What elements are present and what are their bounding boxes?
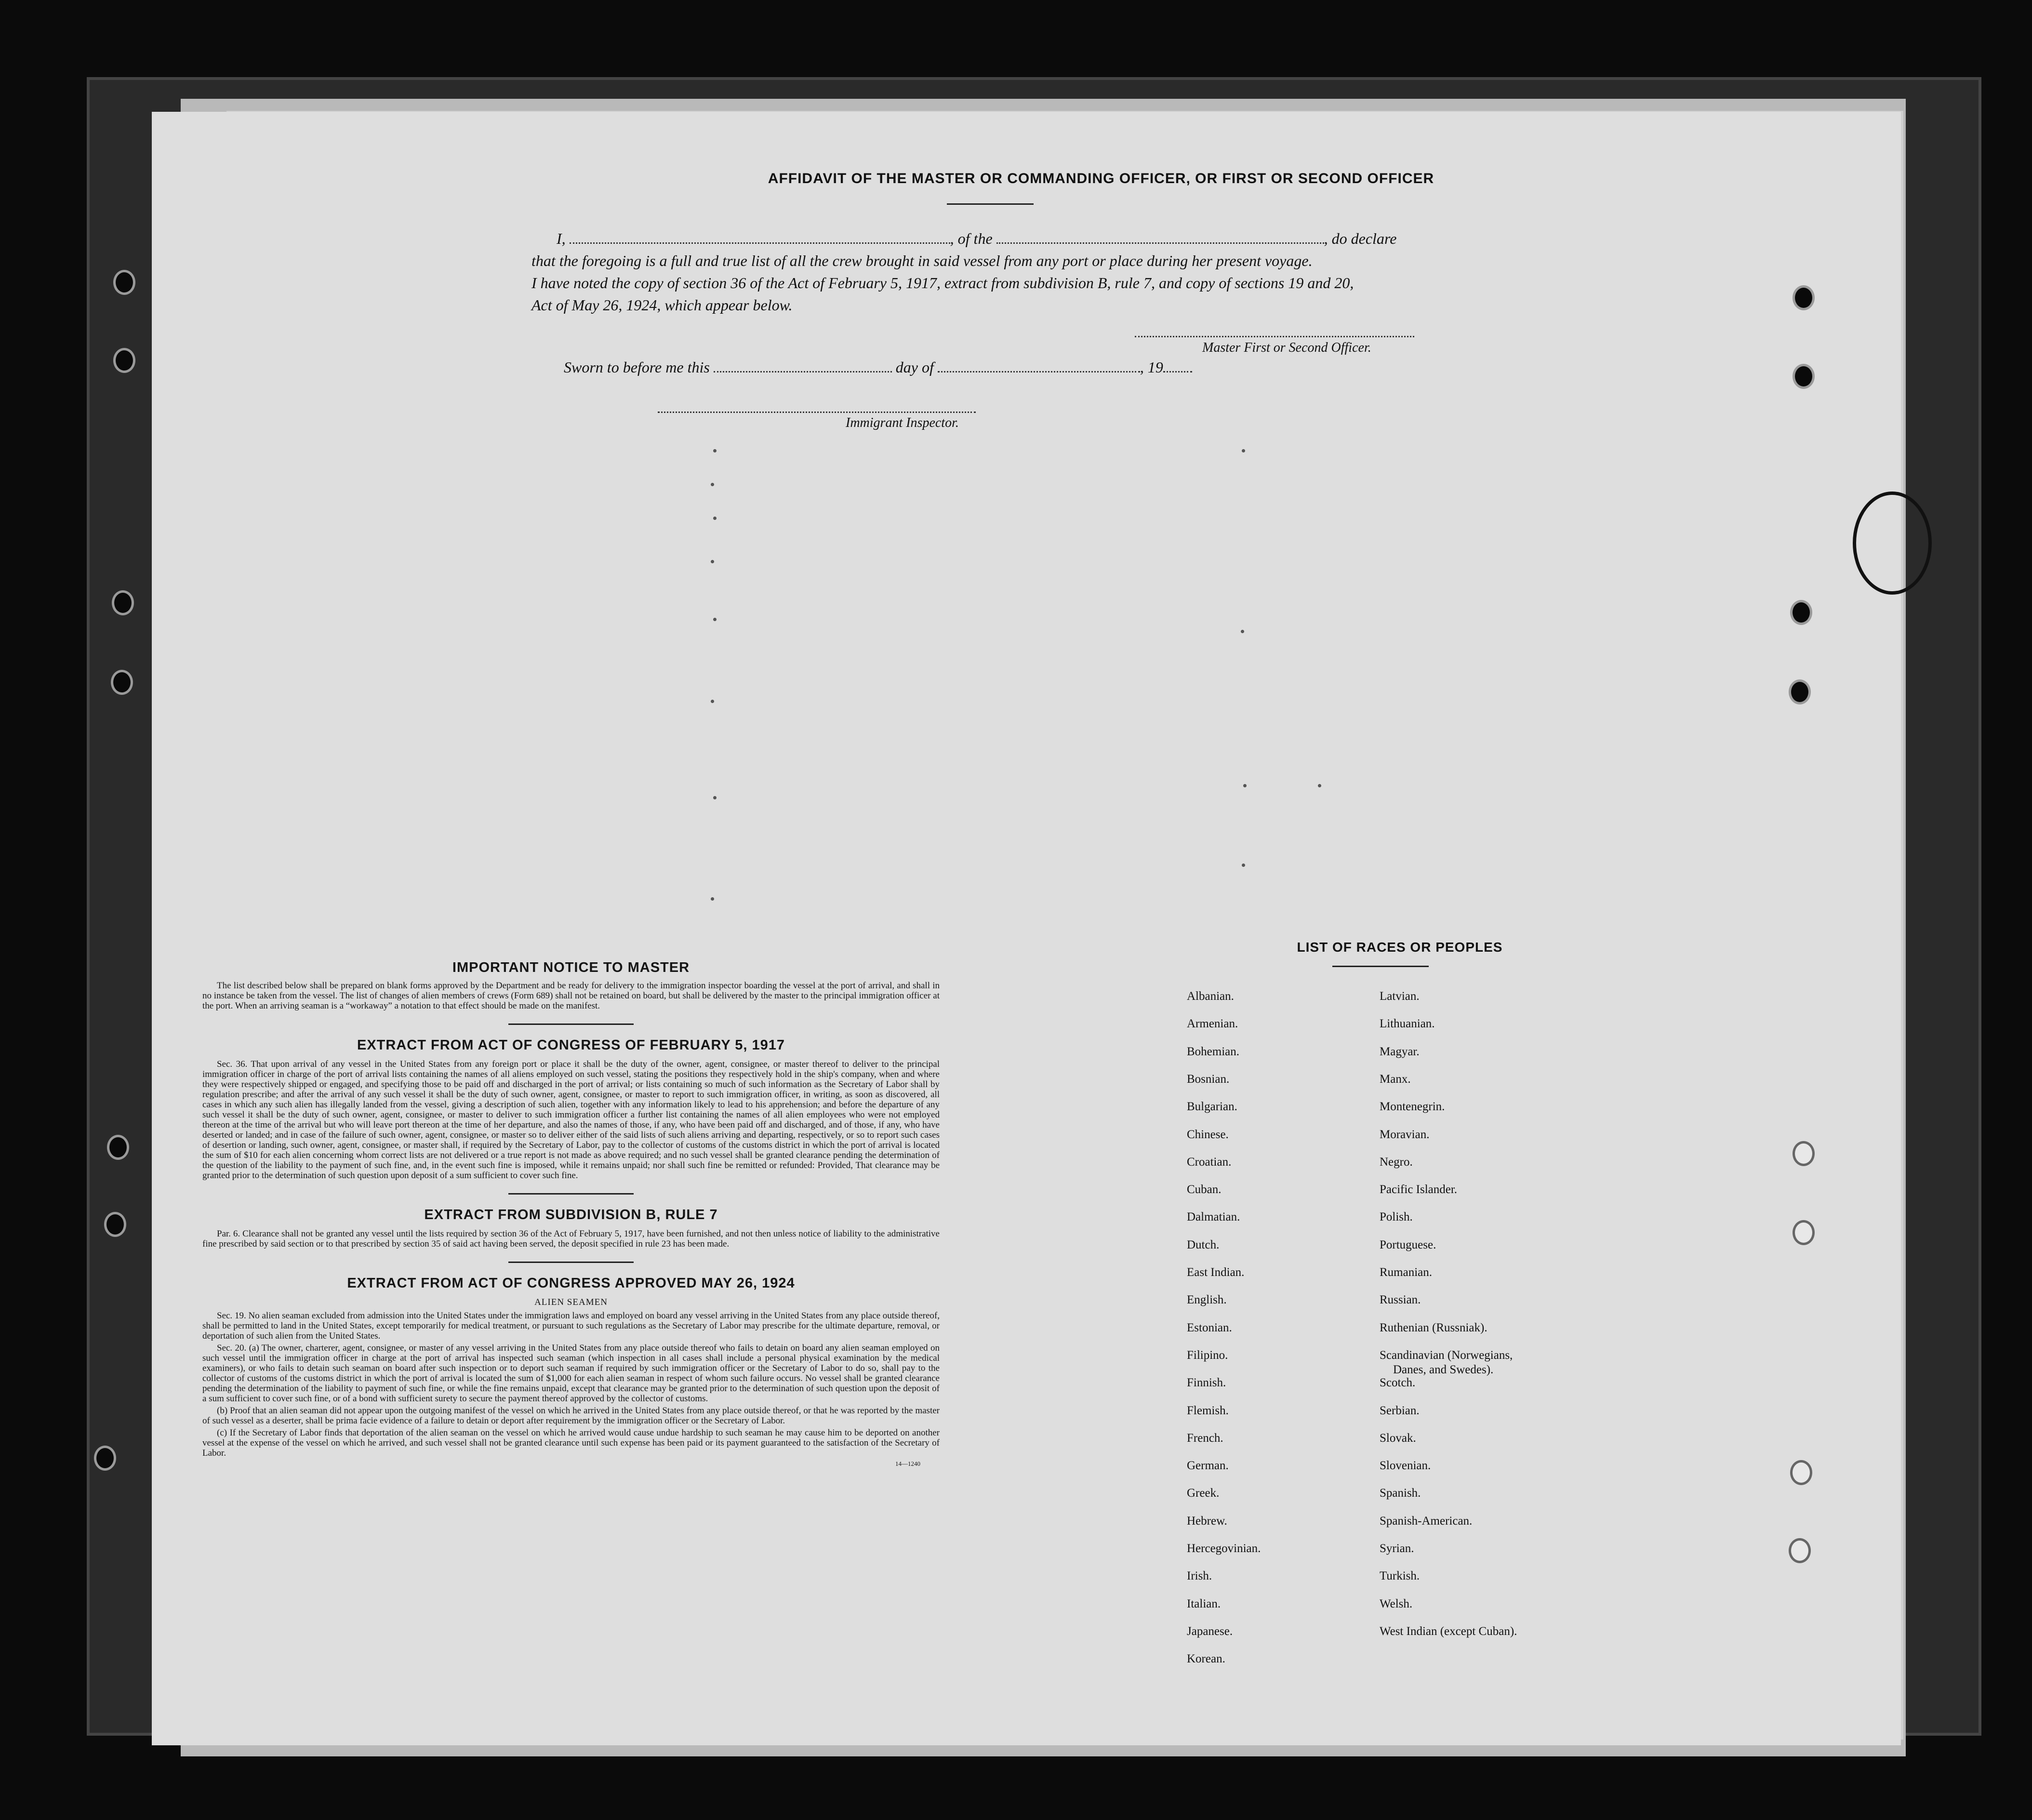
bleed-mark: [713, 618, 717, 621]
race-item: Cuban.: [1187, 1183, 1222, 1196]
race-item: Irish.: [1187, 1569, 1212, 1583]
race-item: Latvian.: [1380, 990, 1420, 1003]
race-item: Spanish-American.: [1380, 1514, 1473, 1528]
race-item: Spanish.: [1380, 1487, 1421, 1500]
race-item: Bohemian.: [1187, 1045, 1240, 1058]
inspector-label: Immigrant Inspector.: [846, 415, 959, 430]
binder-hole: [113, 348, 135, 373]
race-item: Scotch.: [1380, 1376, 1416, 1390]
race-item: Serbian.: [1380, 1404, 1420, 1417]
race-item: Hebrew.: [1187, 1514, 1227, 1528]
binder-hole: [107, 1135, 129, 1160]
race-item: Dutch.: [1187, 1238, 1220, 1251]
binder-hole: [1790, 1460, 1812, 1485]
bleed-mark: [711, 560, 714, 563]
extract-1924-text: Sec. 19. No alien seaman excluded from admission into the United States under the immigration laws and employed on board any vessel arriving in the United States from any place outside thereof, shall be permitted to land in the United States, except temporarily for medical treatment, or pursuant to such regulations as the Secretary of Labor may prescribe for the ultimate departure, removal, or deportation of such alien from the United States. Sec. 20. (a) The owner, charterer, agent, consignee, or master of any vessel arriving in the United States from any place outside thereof who fails to detain on board any alien seaman employed on such vessel until the immigration officer in charge at the port of arrival has inspected such seaman (which inspection in all cases shall include a personal physical examination by the medical examiners), or who fails to detain such seaman on board after such inspection or to deport such seaman if required by such immigration officer or the Secretary of Labor to do so, shall pay to the collector of customs of the customs district in which the port of arrival is located the sum of $1,000 for each alien seaman in respect of whom such failure occurs. No vessel shall be granted clearance pending the determination of the liability to payment of such fine, or while the fine remains unpaid, except that clearance may be granted prior to the determination of such question upon the deposit of a sum sufficient to cover such fine, or of a bond with sufficient surety to secure the payment thereof approved by the collector of customs. (b) Proof that an alien seaman did not appear upon the outgoing manifest of the vessel on which he arrived in the United States from any place outside thereof, or that he was reported by the master of such vessel as a deserter, shall be prima facie evidence of a failure to detain or deport after requirement by the immigration officer or the Secretary of Labor. (c) If the Secretary of Labor finds that deportation of the alien seaman on the vessel on which he arrived would cause undue hardship to such seaman he may cause him to be deported on another vessel at the expense of the vessel on which he arrived, and such vessel shall not be granted clearance until such expense has been paid or its payment guaranteed to the satisfaction of the Secretary of Labor.: [202, 1311, 940, 1458]
race-item: Dalmatian.: [1187, 1210, 1240, 1224]
race-item: Syrian.: [1380, 1542, 1414, 1555]
binder-hole: [1790, 600, 1812, 625]
bleed-mark: [713, 517, 717, 520]
sworn-line: Sworn to before me this day of , 19: [564, 359, 1431, 376]
binder-hole: [1793, 1220, 1815, 1245]
title-rule: [947, 203, 1034, 205]
binder-hole: [1793, 285, 1815, 310]
sworn-year-field[interactable]: [1163, 371, 1192, 372]
extract-1924-title: EXTRACT FROM ACT OF CONGRESS APPROVED MAY 26, 1924: [347, 1275, 795, 1291]
race-item: Flemish.: [1187, 1404, 1229, 1417]
notice-title: IMPORTANT NOTICE TO MASTER: [452, 960, 690, 975]
bleed-mark: [1242, 864, 1245, 867]
race-item: Turkish.: [1380, 1569, 1420, 1583]
bleed-mark: [1243, 784, 1247, 787]
race-item: Armenian.: [1187, 1017, 1238, 1031]
section-rule: [508, 1193, 634, 1195]
notices-column: [202, 960, 940, 1468]
affidavit-line-3: I have noted the copy of section 36 of the Act of February 5, 1917, extract from subdivision B, rule 7, and copy of sections 19 and 20,: [531, 274, 1354, 292]
affidavit-line-4: Act of May 26, 1924, which appear below.: [531, 296, 793, 314]
notice-text: The list described below shall be prepared on blank forms approved by the Department and be ready for delivery to the immigration inspector boarding the vessel at the port of arrival, and shall in no instance be taken from the vessel. The list of changes of alien members of crews (Form 689) shall not be retained on board, but shall be delivered by the master to the principal immigration officer at the port. When an arriving seaman is a “workaway” a notation to that effect should be made on the manifest.: [202, 981, 940, 1011]
race-item: Slovenian.: [1380, 1459, 1431, 1473]
binder-hole: [1789, 679, 1811, 704]
race-item: Korean.: [1187, 1652, 1225, 1666]
binder-hole: [94, 1446, 116, 1471]
race-item: Ruthenian (Russniak).: [1380, 1321, 1487, 1334]
form-number: 14—1240: [895, 1460, 920, 1467]
extract-1917-text: Sec. 36. That upon arrival of any vessel in the United States from any foreign port or place it shall be the duty of the owner, agent, consignee, or master thereof to deliver to the principal immigration officer in charge of the port of arrival lists containing the names of all aliens employed on such vessel, stating the positions they respectively hold in the ship's company, when and where they were respectively shipped or engaged, and specifying those to be paid off and discharged in the port of arrival; or lists containing so much of such information as the Secretary of Labor shall by regulation prescribe; and after the arrival of any such vessel it shall be the duty of such owner, agent, consignee, or master to report to such immigration officer, in writing, as soon as discovered, all cases in which any such alien has illegally landed from the vessel, giving a description of such alien, together with any information likely to lead to his apprehension; and before the departure of any such vessel it shall be the duty of such owner, agent, consignee, or master to deliver to such immigration officer a further list containing the names of all alien employees who were not employed thereon at the time of the arrival but who will leave port thereon at the time of her departure, and also the names of those, if any, who have been paid off and discharged, and of those, if any, who have deserted or landed; and in case of the failure of such owner, agent, consignee, or master so to deliver either of the said lists of such aliens arriving and departing, respectively, or so to report such cases of desertion or landing, such owner, agent, consignee, or master shall, if required by the Secretary of Labor, pay to the collector of customs of the customs district in which the port of arrival is located the sum of $10 for each alien concerning whom correct lists are not delivered or a true report is not made as above required; and no such vessel shall be granted clearance pending the determination of the question of the liability to the payment of such fine, and, in the event such fine is imposed, while it remains unpaid; nor shall such fine be remitted or refunded: Provided, That clearance may be granted prior to the determination of such question upon deposit of a sum sufficient to cover such fine.: [202, 1059, 940, 1181]
race-item: Welsh.: [1380, 1597, 1413, 1610]
section-rule: [508, 1023, 634, 1025]
race-item: West Indian (except Cuban).: [1380, 1624, 1517, 1638]
bleed-mark: [1241, 630, 1244, 633]
race-item: Italian.: [1187, 1597, 1221, 1610]
sworn-day-field[interactable]: [714, 371, 892, 372]
race-item: Bosnian.: [1187, 1072, 1230, 1086]
name-field[interactable]: [570, 242, 950, 244]
race-item: Portuguese.: [1380, 1238, 1436, 1251]
binder-hole: [112, 590, 134, 615]
bleed-mark: [711, 483, 714, 486]
binder-hole: [113, 270, 135, 295]
race-item: Hercegovinian.: [1187, 1542, 1261, 1555]
extract-rule7-title: EXTRACT FROM SUBDIVISION B, RULE 7: [424, 1207, 718, 1222]
race-item: Magyar.: [1380, 1045, 1420, 1058]
bleed-mark: [713, 449, 717, 452]
race-item: Lithuanian.: [1380, 1017, 1435, 1031]
extract-1917-title: EXTRACT FROM ACT OF CONGRESS OF FEBRUARY 5, 1917: [357, 1037, 785, 1053]
signature-line[interactable]: [1135, 336, 1414, 337]
race-item: Russian.: [1380, 1293, 1421, 1307]
race-item: Bulgarian.: [1187, 1100, 1237, 1114]
race-item: Pacific Islander.: [1380, 1183, 1458, 1196]
section-rule: [508, 1262, 634, 1263]
signature-label: Master First or Second Officer.: [1202, 340, 1371, 355]
race-item: French.: [1187, 1431, 1223, 1445]
race-item: Finnish.: [1187, 1376, 1226, 1390]
race-item: East Indian.: [1187, 1266, 1245, 1279]
races-rule: [1332, 966, 1429, 967]
race-item: Scandinavian (Norwegians,: [1380, 1348, 1513, 1362]
race-item: Rumanian.: [1380, 1266, 1433, 1279]
race-item: Greek.: [1187, 1487, 1220, 1500]
vessel-field[interactable]: [996, 242, 1324, 244]
race-item: Polish.: [1380, 1210, 1413, 1224]
pen-circle-mark: [1853, 492, 1932, 595]
binder-hole: [1793, 364, 1815, 389]
binder-hole: [1789, 1538, 1811, 1563]
bleed-mark: [711, 897, 714, 901]
race-item: Estonian.: [1187, 1321, 1232, 1334]
race-item: Slovak.: [1380, 1431, 1416, 1445]
binder-hole: [111, 670, 133, 695]
race-item: Moravian.: [1380, 1128, 1430, 1141]
races-title: LIST OF RACES OR PEOPLES: [1297, 940, 1503, 955]
race-item: German.: [1187, 1459, 1229, 1473]
sworn-month-field[interactable]: [938, 371, 1140, 372]
bleed-mark: [1318, 784, 1321, 787]
race-item: Danes, and Swedes).: [1393, 1363, 1494, 1376]
race-item: Chinese.: [1187, 1128, 1229, 1141]
race-item: Negro.: [1380, 1155, 1413, 1169]
race-item: Manx.: [1380, 1072, 1411, 1086]
bleed-mark: [713, 796, 717, 799]
race-item: Japanese.: [1187, 1624, 1233, 1638]
extract-rule7-text: Par. 6. Clearance shall not be granted any vessel until the lists required by section 36 of the Act of February 5, 1917, have been furnished, and not then unless notice of liability to the administrative fine prescribed by said section or to that prescribed by section 35 of said act having been served, the deposit specified in rule 23 has been made.: [202, 1229, 940, 1249]
affidavit-body: [531, 227, 1664, 316]
race-item: Croatian.: [1187, 1155, 1232, 1169]
affidavit-line-1: I, , of the , do declare: [557, 230, 1397, 247]
race-item: Montenegrin.: [1380, 1100, 1445, 1114]
alien-seamen-subtitle: ALIEN SEAMEN: [534, 1297, 608, 1307]
affidavit-line-2: that the foregoing is a full and true list of all the crew brought in said vessel from any port or place during her present voyage.: [531, 252, 1313, 269]
document-page: [152, 112, 1901, 1745]
binder-hole: [1793, 1141, 1815, 1166]
binder-hole: [104, 1212, 126, 1237]
bleed-mark: [711, 700, 714, 703]
race-item: Filipino.: [1187, 1348, 1228, 1362]
race-item: English.: [1187, 1293, 1227, 1307]
bleed-mark: [1242, 449, 1245, 452]
affidavit-title: AFFIDAVIT OF THE MASTER OR COMMANDING OFFICER, OR FIRST OR SECOND OFFICER: [768, 171, 1434, 186]
race-item: Albanian.: [1187, 990, 1234, 1003]
inspector-signature-line[interactable]: [658, 412, 976, 413]
